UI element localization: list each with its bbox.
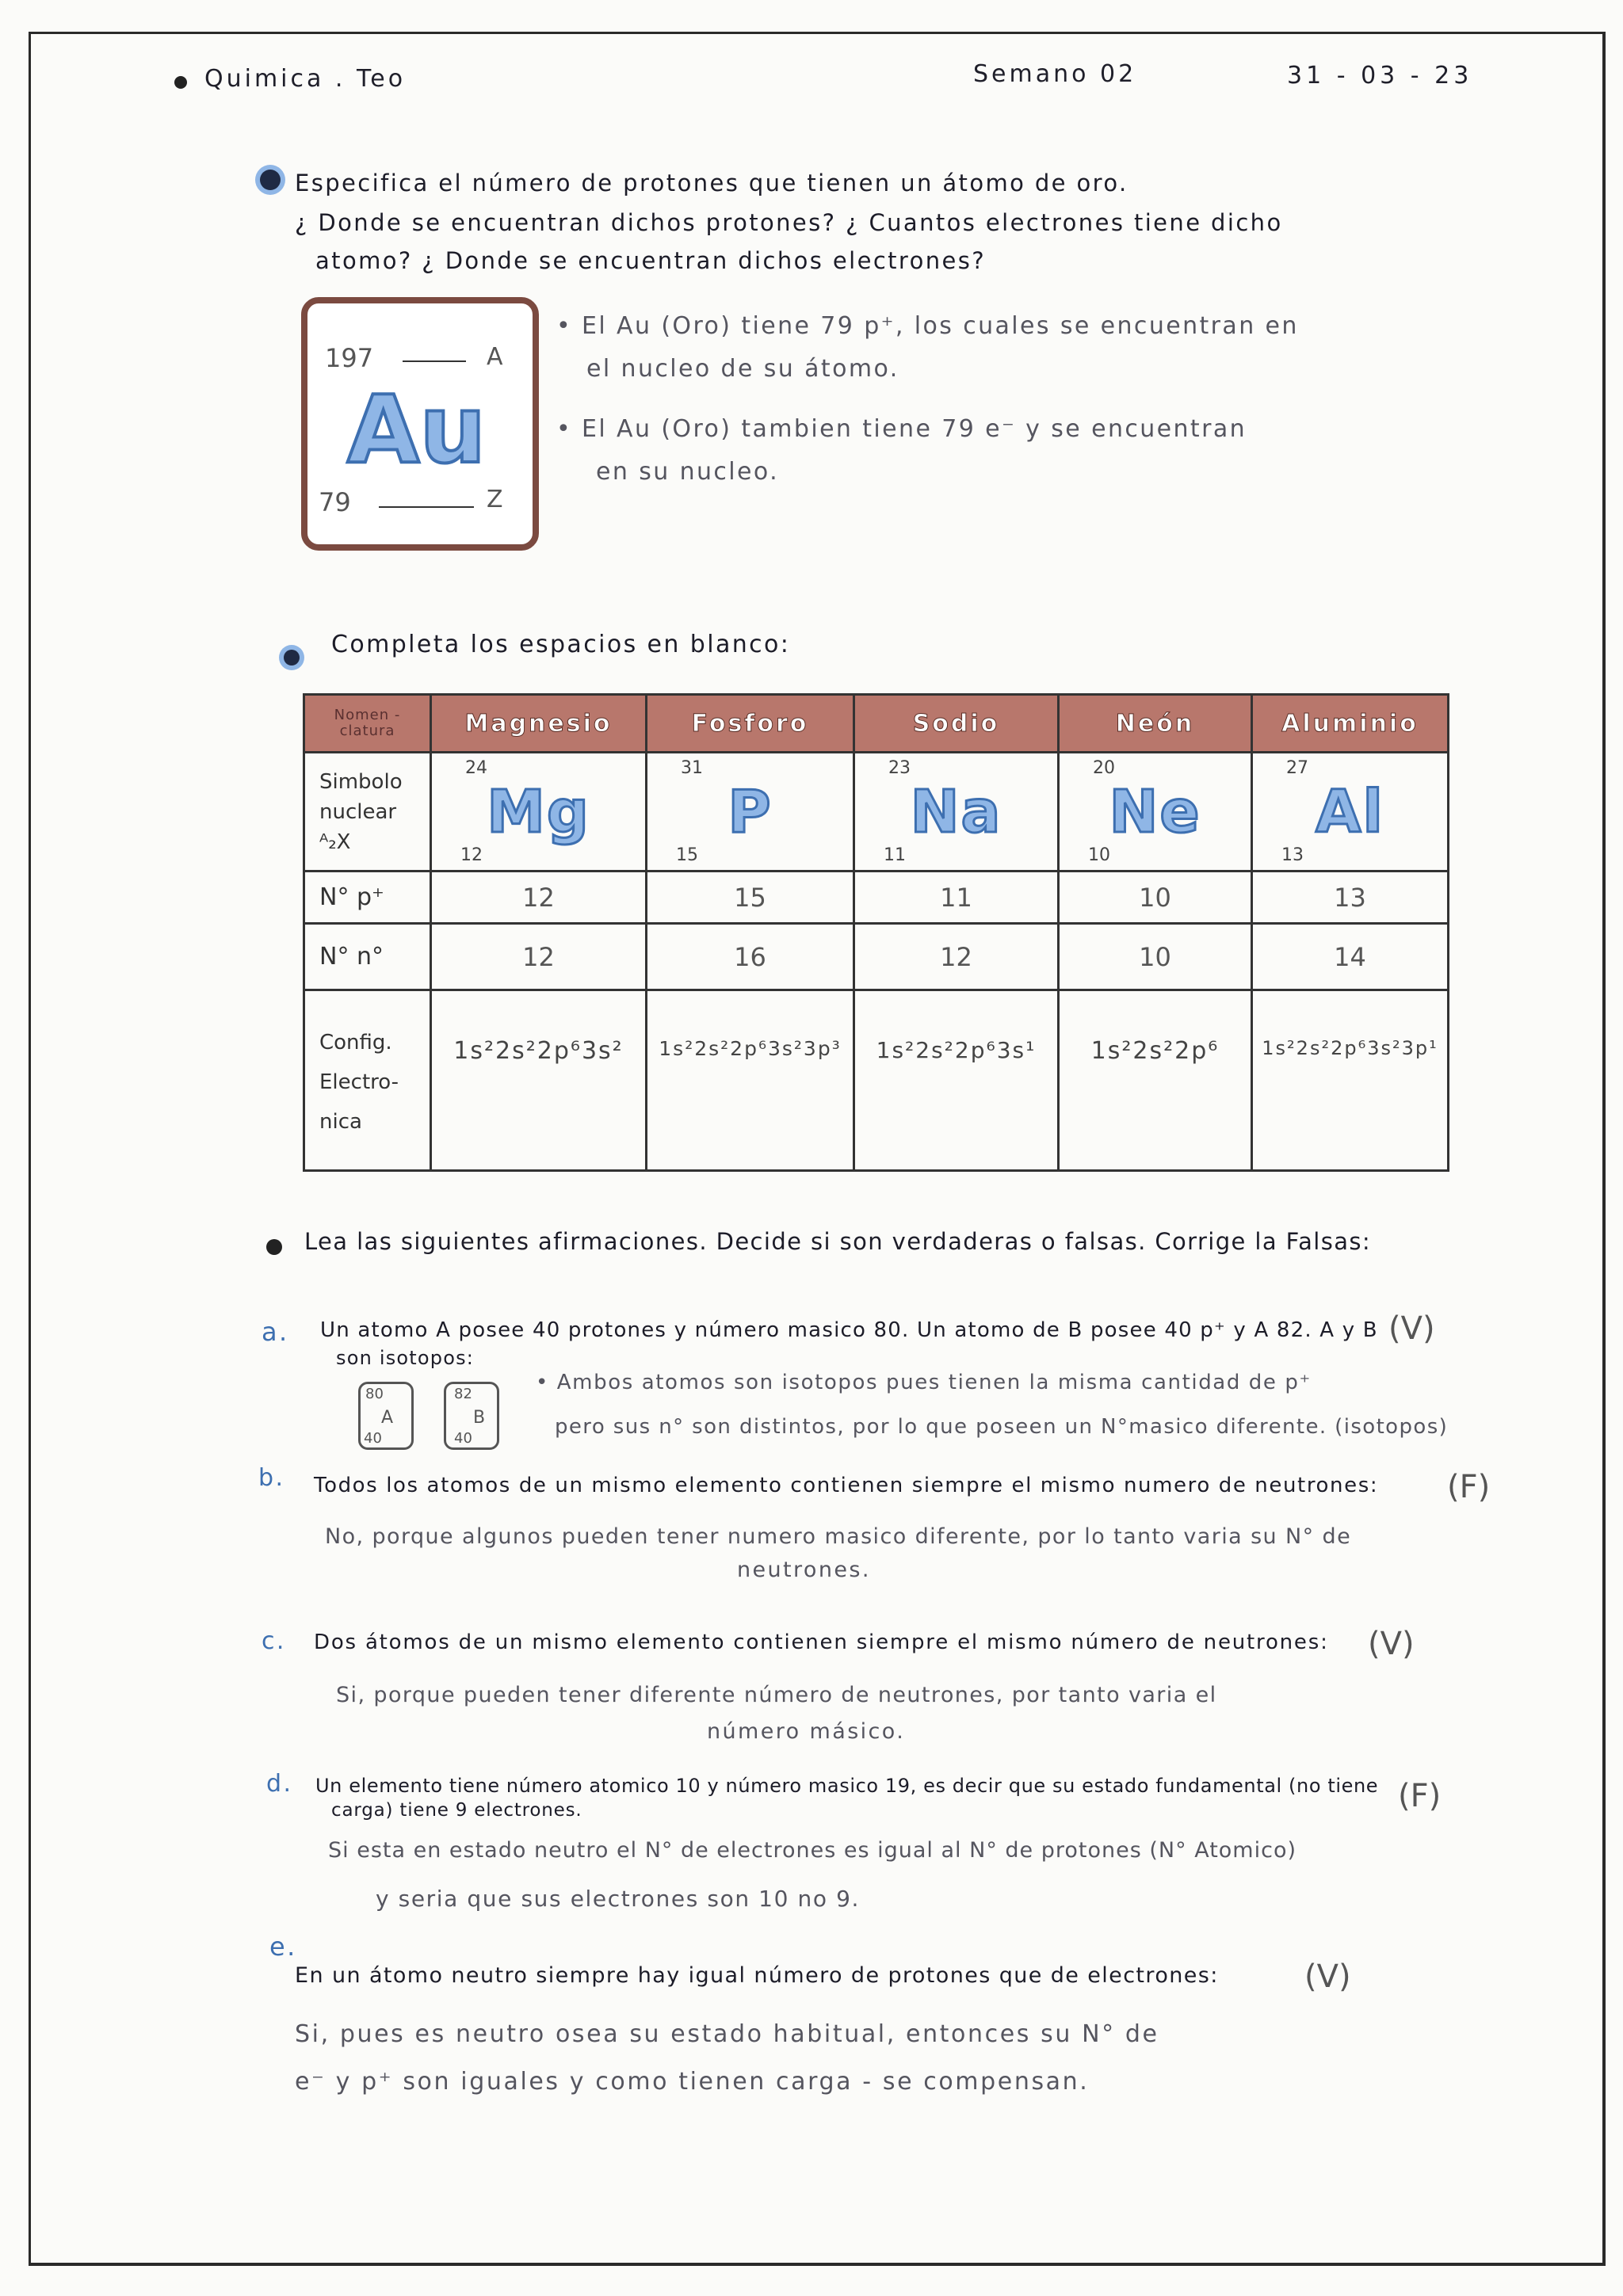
isotope-a-z: 40 (364, 1430, 382, 1447)
row-label-config (304, 990, 431, 1171)
cell-config-mg (431, 990, 647, 1171)
answer-a-line-2: pero sus n° son distintos, por lo que poseen un N°masico diferente. (isotopos) (555, 1415, 1449, 1439)
atomic-na: 11 (884, 845, 906, 865)
statement-e-verdict: (V) (1304, 1958, 1351, 1995)
protons-na: 11 (854, 871, 1059, 924)
row-label-neutrons: N° n° (304, 924, 431, 990)
column-aluminio: Aluminio (1252, 695, 1449, 753)
symbol-al: Al (1316, 777, 1384, 846)
question-1-line-1: Especifica el número de protones que tienen un átomo de oro. (295, 170, 1128, 196)
neutrons-na: 12 (854, 924, 1059, 990)
question-3-bullet (266, 1239, 282, 1255)
gold-mass-line (403, 360, 466, 362)
answer-c-line-1: Si, porque pueden tener diferente número de neutrones, por tanto varia el (336, 1683, 1217, 1707)
answer-b-line-1: No, porque algunos pueden tener numero masico diferente, por lo tanto varia su N° de (325, 1524, 1352, 1549)
statement-d-verdict: (F) (1398, 1778, 1442, 1814)
answer-e-line-2: e⁻ y p⁺ son iguales y como tienen carga - se compensan. (295, 2068, 1090, 2096)
question-1-bullet (260, 170, 281, 190)
date-label: 31 - 03 - 23 (1287, 62, 1473, 90)
answer-1-line-1: • El Au (Oro) tiene 79 p⁺, los cuales se encuentran en (556, 312, 1299, 340)
isotope-b-z: 40 (454, 1430, 472, 1447)
statement-e-line-1: En un átomo neutro siempre hay igual número de protones que de electrones: (295, 1963, 1219, 1988)
statement-b-line-1: Todos los atomos de un mismo elemento contienen siempre el mismo numero de neutrones: (314, 1474, 1379, 1497)
config-mg: 1s²2s²2p⁶3s² (453, 1037, 624, 1065)
row-label-symbol-c: ᴬ₂X (319, 830, 351, 854)
symbol-p: P (727, 777, 773, 846)
neutrons-ne: 10 (1059, 924, 1252, 990)
statement-a-verdict: (V) (1388, 1310, 1435, 1347)
config-na: 1s²2s²2p⁶3s¹ (876, 1037, 1037, 1063)
gold-atomic-number: 79 (319, 487, 351, 517)
question-2-bullet (284, 650, 300, 666)
cell-config-na (854, 990, 1059, 1171)
question-2-title: Completa los espacios en blanco: (331, 631, 791, 658)
mass-na: 23 (888, 758, 911, 778)
cell-symbol-na (854, 753, 1059, 871)
row-label-symbol-a: Simbolo (319, 769, 403, 794)
statement-d-letter: d. (266, 1770, 293, 1798)
statement-a-line-2: son isotopos: (336, 1347, 475, 1369)
column-magnesio: Magnesio (431, 695, 647, 753)
table-row-symbol (304, 753, 1449, 871)
isotope-a-symbol: A (381, 1408, 394, 1428)
cell-config-p (647, 990, 854, 1171)
row-label-config-a: Config. (319, 1031, 392, 1055)
neutrons-mg: 12 (431, 924, 647, 990)
gold-atomic-line (379, 506, 474, 508)
question-3-title: Lea las siguientes afirmaciones. Decide si son verdaderas o falsas. Corrige la Falsas: (304, 1228, 1372, 1255)
atomic-al: 13 (1281, 845, 1304, 865)
mass-mg: 24 (465, 758, 487, 778)
cell-symbol-mg (431, 753, 647, 871)
question-1-line-3: atomo? ¿ Donde se encuentran dichos electrones? (315, 247, 987, 274)
mass-al: 27 (1286, 758, 1308, 778)
cell-symbol-p (647, 753, 854, 871)
answer-d-line-1: Si esta en estado neutro el N° de electrones es igual al N° de protones (N° Atomico) (328, 1838, 1297, 1863)
atomic-ne: 10 (1088, 845, 1110, 865)
answer-a-line-1: • Ambos atomos son isotopos pues tienen la misma cantidad de p⁺ (536, 1371, 1312, 1394)
isotope-box-b (444, 1382, 499, 1450)
elements-grid (303, 693, 1449, 1172)
column-neon: Neón (1059, 695, 1252, 753)
statement-e-letter: e. (269, 1932, 297, 1962)
header-bullet (174, 76, 187, 89)
isotope-box-a (358, 1382, 414, 1450)
statement-a-letter: a. (262, 1317, 289, 1347)
gold-mass-number: 197 (325, 343, 374, 373)
table-header-row (304, 695, 1449, 753)
symbol-ne: Ne (1109, 777, 1201, 846)
row-label-protons: N° p⁺ (304, 871, 431, 924)
config-p: 1s²2s²2p⁶3s²3p³ (659, 1037, 842, 1060)
config-al: 1s²2s²2p⁶3s²3p¹ (1262, 1037, 1438, 1059)
statement-b-verdict: (F) (1447, 1469, 1491, 1505)
question-1-line-2: ¿ Donde se encuentran dichos protones? ¿ Cuantos electrones tiene dicho (295, 209, 1283, 236)
statement-c-line-1: Dos átomos de un mismo elemento contienen siempre el mismo número de neutrones: (314, 1630, 1329, 1654)
answer-b-line-2: neutrones. (737, 1558, 871, 1582)
cell-config-al (1252, 990, 1449, 1171)
cell-symbol-ne (1059, 753, 1252, 871)
atomic-mg: 12 (460, 845, 483, 865)
atomic-p: 15 (676, 845, 698, 865)
statement-a-line-1: Un atomo A posee 40 protones y número masico 80. Un atomo de B posee 40 p⁺ y A 82. A y B (320, 1318, 1378, 1342)
week-label: Semano 02 (973, 60, 1137, 88)
statement-d-line-2: carga) tiene 9 electrones. (331, 1800, 582, 1821)
protons-ne: 10 (1059, 871, 1252, 924)
protons-mg: 12 (431, 871, 647, 924)
cell-symbol-al (1252, 753, 1449, 871)
isotope-a-mass: 80 (365, 1386, 384, 1402)
statement-c-verdict: (V) (1368, 1626, 1415, 1662)
protons-al: 13 (1252, 871, 1449, 924)
gold-element-card (301, 297, 539, 551)
mass-ne: 20 (1093, 758, 1115, 778)
row-label-symbol (304, 753, 431, 871)
cell-config-ne (1059, 990, 1252, 1171)
elements-table (303, 693, 1447, 1169)
isotope-b-symbol: B (473, 1408, 486, 1428)
column-fosforo: Fosforo (647, 695, 854, 753)
gold-symbol: Au (347, 375, 487, 484)
answer-1-line-3: • El Au (Oro) tambien tiene 79 e⁻ y se encuentran (556, 415, 1247, 443)
table-row-neutrons (304, 924, 1449, 990)
neutrons-al: 14 (1252, 924, 1449, 990)
row-label-config-b: Electro- (319, 1070, 399, 1094)
statement-c-letter: c. (262, 1627, 286, 1655)
row-label-config-c: nica (319, 1110, 362, 1134)
answer-1-line-2: el nucleo de su átomo. (586, 355, 899, 383)
statement-b-letter: b. (258, 1464, 285, 1492)
protons-p: 15 (647, 871, 854, 924)
config-ne: 1s²2s²2p⁶ (1090, 1037, 1220, 1065)
answer-e-line-1: Si, pues es neutro osea su estado habitual, entonces su N° de (295, 2020, 1159, 2048)
table-row-config (304, 990, 1449, 1171)
column-sodio: Sodio (854, 695, 1059, 753)
isotope-b-mass: 82 (454, 1386, 472, 1402)
row-label-symbol-b: nuclear (319, 799, 397, 824)
symbol-na: Na (910, 777, 1002, 846)
nomenclature-header: Nomen - clatura (304, 695, 431, 753)
subject-title: Quimica . Teo (204, 65, 407, 93)
gold-atomic-label: Z (487, 486, 503, 513)
answer-1-line-4: en su nucleo. (596, 458, 780, 486)
gold-mass-label: A (487, 343, 503, 371)
statement-d-line-1: Un elemento tiene número atomico 10 y número masico 19, es decir que su estado fundamental (no tiene (315, 1775, 1379, 1797)
neutrons-p: 16 (647, 924, 854, 990)
mass-p: 31 (681, 758, 703, 778)
answer-d-line-2: y seria que sus electrones son 10 no 9. (376, 1886, 860, 1912)
answer-c-line-2: número másico. (707, 1719, 906, 1744)
symbol-mg: Mg (487, 777, 590, 846)
table-row-protons (304, 871, 1449, 924)
